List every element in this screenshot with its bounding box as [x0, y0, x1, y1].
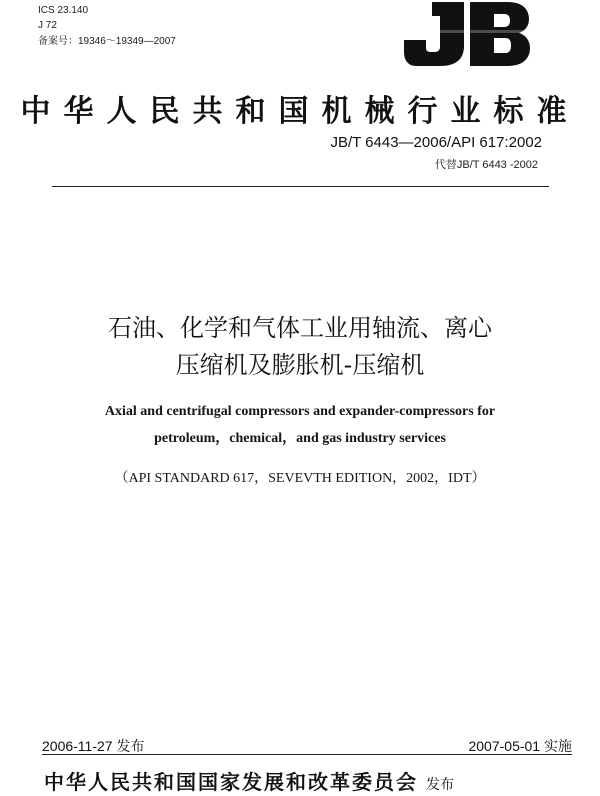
jb-logo-letter-b: [470, 2, 530, 66]
api-standard-reference: （API STANDARD 617，SEVEVTH EDITION，2002，IDT）: [114, 471, 486, 486]
classification-code: J 72: [38, 20, 57, 31]
ics-code: ICS 23.140: [38, 5, 89, 16]
chinese-title-line-1: 石油、化学和气体工业用轴流、离心: [108, 314, 492, 342]
jb-logo: [402, 0, 532, 68]
chinese-title-line-2: 压缩机及膨胀机-压缩机: [175, 351, 425, 379]
issue-date: 2006-11-27 发布: [42, 738, 145, 754]
publisher: [44, 766, 454, 795]
english-title-line-1: Axial and centrifugal compressors and expander-compressors for: [104, 404, 496, 419]
standard-number: JB/T 6443—2006/API 617:2002: [330, 134, 542, 151]
english-title-line-2: petroleum，chemical，and gas industry services: [154, 431, 446, 446]
replaces-standard: 代替JB/T 6443 -2002: [434, 159, 538, 171]
record-number: 备案号：19346～19349—2007: [38, 36, 176, 47]
bottom-divider: [42, 754, 572, 755]
implementation-date: 2007-05-01 实施: [468, 738, 572, 754]
top-divider: [52, 186, 549, 187]
jb-logo-letter-j: [404, 2, 464, 66]
publisher-suffix: 发布: [426, 777, 454, 793]
industry-standard-title: 中华人民共和国机械行业标准: [20, 94, 580, 129]
publisher-name: 中华人民共和国国家发展和改革委员会: [44, 770, 418, 794]
